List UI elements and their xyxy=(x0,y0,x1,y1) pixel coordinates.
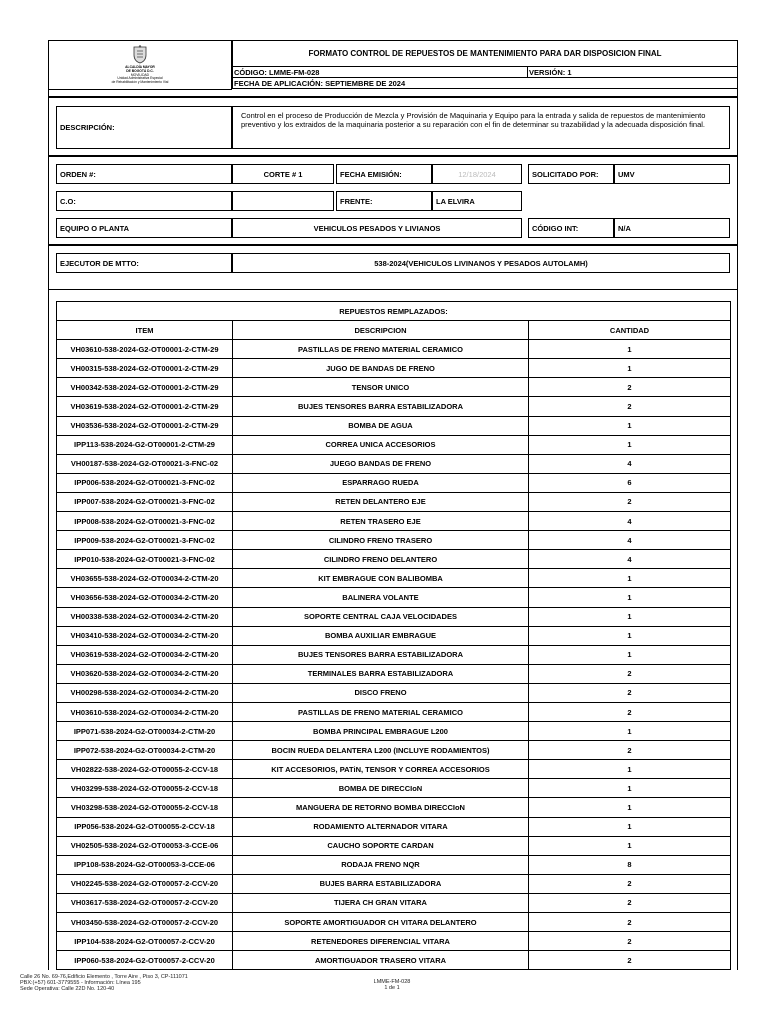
cantidad-cell: 1 xyxy=(529,340,731,359)
descripcion-cell: BOCIN RUEDA DELANTERA L200 (INCLUYE RODAMIENTOS) xyxy=(233,741,529,760)
descripcion-cell: BALINERA VOLANTE xyxy=(233,588,529,607)
section-divider xyxy=(48,96,738,98)
descripcion-cell: JUEGO BANDAS DE FRENO xyxy=(233,454,529,473)
solicitado-label: SOLICITADO POR: xyxy=(528,164,614,184)
descripcion-cell: RETEN TRASERO EJE xyxy=(233,512,529,531)
descripcion-cell: MANGUERA DE RETORNO BOMBA DIRECCIoN xyxy=(233,798,529,817)
item-cell: IPP071-538-2024-G2-OT00034-2-CTM-20 xyxy=(57,722,233,741)
codigo-int-value[interactable]: N/A xyxy=(614,218,730,238)
descripcion-cell: TIJERA CH GRAN VITARA xyxy=(233,893,529,912)
table-row xyxy=(57,550,731,569)
cantidad-cell: 2 xyxy=(529,397,731,416)
item-cell: IPP108-538-2024-G2-OT00053-3-CCE-06 xyxy=(57,855,233,874)
cantidad-cell: 4 xyxy=(529,531,731,550)
cantidad-cell: 1 xyxy=(529,760,731,779)
descripcion-cell: BUJES BARRA ESTABILIZADORA xyxy=(233,874,529,893)
cantidad-cell: 1 xyxy=(529,588,731,607)
table-row xyxy=(57,492,731,511)
item-cell: VH03620-538-2024-G2-OT00034-2-CTM-20 xyxy=(57,664,233,683)
item-cell: VH03536-538-2024-G2-OT00001-2-CTM-29 xyxy=(57,416,233,435)
logo-box xyxy=(48,40,232,90)
item-cell: VH00338-538-2024-G2-OT00034-2-CTM-20 xyxy=(57,607,233,626)
descripcion-cell: CILINDRO FRENO TRASERO xyxy=(233,531,529,550)
descripcion-cell: CILINDRO FRENO DELANTERO xyxy=(233,550,529,569)
version-field: VERSIÓN: 1 xyxy=(528,67,738,78)
descripcion-cell: AMORTIGUADOR TRASERO VITARA xyxy=(233,951,529,970)
fecha-aplicacion-field: FECHA DE APLICACIÓN: SEPTIEMBRE DE 2024 xyxy=(232,78,738,89)
ejecutor-value[interactable]: 538-2024(VEHICULOS LIVINANOS Y PESADOS AUTOLAMH) xyxy=(232,253,730,273)
item-cell: VH03299-538-2024-G2-OT00055-2-CCV-18 xyxy=(57,779,233,798)
ejecutor-label: EJECUTOR DE MTTO: xyxy=(56,253,232,273)
descripcion-cell: ESPARRAGO RUEDA xyxy=(233,473,529,492)
item-cell: IPP007-538-2024-G2-OT00021-3-FNC-02 xyxy=(57,492,233,511)
solicitado-value[interactable]: UMV xyxy=(614,164,730,184)
footer-address xyxy=(20,974,188,992)
orden-label: ORDEN #: xyxy=(56,164,232,184)
item-cell: VH03410-538-2024-G2-OT00034-2-CTM-20 xyxy=(57,626,233,645)
descripcion-text: Control en el proceso de Producción de Mezcla y Provisión de Maquinaria y Equipo para la entrada y salida de repuestos de mantenimiento preventivo y los extraidos de la maquinaria posterior a su reparación con el fin de determinar su trazabilidad y la adecuada disposición final. xyxy=(232,106,730,149)
item-cell: VH03617-538-2024-G2-OT00057-2-CCV-20 xyxy=(57,893,233,912)
table-row xyxy=(57,702,731,721)
table-row xyxy=(57,416,731,435)
logo-line-3: MOVILIDAD xyxy=(130,72,150,77)
table-row xyxy=(57,836,731,855)
cantidad-cell: 1 xyxy=(529,779,731,798)
cantidad-cell: 2 xyxy=(529,702,731,721)
logo-line-2: DE BOGOTÁ D.C. xyxy=(126,68,154,73)
item-cell: VH03298-538-2024-G2-OT00055-2-CCV-18 xyxy=(57,798,233,817)
item-cell: IPP056-538-2024-G2-OT00055-2-CCV-18 xyxy=(57,817,233,836)
item-cell: VH00187-538-2024-G2-OT00021-3-FNC-02 xyxy=(57,454,233,473)
descripcion-cell: BUJES TENSORES BARRA ESTABILIZADORA xyxy=(233,397,529,416)
item-cell: IPP113-538-2024-G2-OT00001-2-CTM-29 xyxy=(57,435,233,454)
item-cell: VH00342-538-2024-G2-OT00001-2-CTM-29 xyxy=(57,378,233,397)
cantidad-cell: 8 xyxy=(529,855,731,874)
table-row xyxy=(57,741,731,760)
cantidad-cell: 4 xyxy=(529,454,731,473)
codigo-field: CÓDIGO: LMME-FM-028 xyxy=(232,67,528,78)
table-row xyxy=(57,855,731,874)
table-row xyxy=(57,454,731,473)
table-row xyxy=(57,359,731,378)
cantidad-cell: 1 xyxy=(529,722,731,741)
footer-page-number: 1 de 1 xyxy=(384,985,400,991)
item-cell: IPP006-538-2024-G2-OT00021-3-FNC-02 xyxy=(57,473,233,492)
item-cell: IPP072-538-2024-G2-OT00034-2-CTM-20 xyxy=(57,741,233,760)
footer-code: LMME-FM-028 xyxy=(373,979,411,985)
logo-line-1: ALCALDÍA MAYOR xyxy=(125,65,155,69)
table-row xyxy=(57,798,731,817)
cantidad-cell: 1 xyxy=(529,435,731,454)
co-label: C.O: xyxy=(56,191,232,211)
descripcion-cell: RODAMIENTO ALTERNADOR VITARA xyxy=(233,817,529,836)
item-cell: IPP010-538-2024-G2-OT00021-3-FNC-02 xyxy=(57,550,233,569)
cantidad-cell: 2 xyxy=(529,932,731,951)
table-row xyxy=(57,779,731,798)
table-row xyxy=(57,817,731,836)
table-row xyxy=(57,874,731,893)
item-cell: VH03619-538-2024-G2-OT00001-2-CTM-29 xyxy=(57,397,233,416)
section-divider xyxy=(48,244,738,246)
corte-field: CORTE # 1 xyxy=(232,164,334,184)
footer-line: PBX:(+57) 601-3779555 - Información: Línea 195 xyxy=(20,980,141,986)
frente-value[interactable]: LA ELVIRA xyxy=(432,191,522,211)
descripcion-cell: JUGO DE BANDAS DE FRENO xyxy=(233,359,529,378)
descripcion-cell: SOPORTE CENTRAL CAJA VELOCIDADES xyxy=(233,607,529,626)
cantidad-cell: 2 xyxy=(529,664,731,683)
descripcion-cell: BOMBA DE AGUA xyxy=(233,416,529,435)
table-row xyxy=(57,932,731,951)
cantidad-cell: 1 xyxy=(529,416,731,435)
table-row xyxy=(57,722,731,741)
logo-line-4: Unidad Administrativa Especial xyxy=(117,76,163,81)
table-row xyxy=(57,512,731,531)
descripcion-cell: SOPORTE AMORTIGUADOR CH VITARA DELANTERO xyxy=(233,913,529,932)
item-cell: VH03610-538-2024-G2-OT00001-2-CTM-29 xyxy=(57,340,233,359)
descripcion-cell: CAUCHO SOPORTE CARDAN xyxy=(233,836,529,855)
descripcion-cell: BOMBA AUXILIAR EMBRAGUE xyxy=(233,626,529,645)
descripcion-cell: BOMBA DE DIRECCIoN xyxy=(233,779,529,798)
descripcion-cell: PASTILLAS DE FRENO MATERIAL CERAMICO xyxy=(233,340,529,359)
cantidad-cell: 6 xyxy=(529,473,731,492)
cantidad-cell: 2 xyxy=(529,492,731,511)
cantidad-cell: 2 xyxy=(529,683,731,702)
table-title: REPUESTOS REMPLAZADOS: xyxy=(57,302,731,321)
cantidad-cell: 4 xyxy=(529,512,731,531)
item-cell: VH02505-538-2024-G2-OT00053-3-CCE-06 xyxy=(57,836,233,855)
item-cell: IPP008-538-2024-G2-OT00021-3-FNC-02 xyxy=(57,512,233,531)
footer-line: Calle 26 No. 69-76,Edificio Elemento , Torre Aire , Piso 3, CP-111071 xyxy=(20,974,188,980)
cantidad-cell: 1 xyxy=(529,798,731,817)
cantidad-cell: 2 xyxy=(529,378,731,397)
item-cell: VH03610-538-2024-G2-OT00034-2-CTM-20 xyxy=(57,702,233,721)
descripcion-cell: TERMINALES BARRA ESTABILIZADORA xyxy=(233,664,529,683)
descripcion-cell: DISCO FRENO xyxy=(233,683,529,702)
descripcion-cell: RETENEDORES DIFERENCIAL VITARA xyxy=(233,932,529,951)
table-row xyxy=(57,397,731,416)
item-cell: IPP060-538-2024-G2-OT00057-2-CCV-20 xyxy=(57,951,233,970)
equipo-label: EQUIPO O PLANTA xyxy=(56,218,232,238)
column-header-descripcion: DESCRIPCION xyxy=(233,321,529,340)
item-cell: VH03450-538-2024-G2-OT00057-2-CCV-20 xyxy=(57,913,233,932)
cantidad-cell: 2 xyxy=(529,913,731,932)
coat-of-arms-icon xyxy=(130,45,150,65)
fecha-emision-value[interactable]: 12/18/2024 xyxy=(432,164,522,184)
table-row xyxy=(57,683,731,702)
column-header-cantidad: CANTIDAD xyxy=(529,321,731,340)
item-cell: VH03619-538-2024-G2-OT00034-2-CTM-20 xyxy=(57,645,233,664)
table-row xyxy=(57,473,731,492)
item-cell: VH02245-538-2024-G2-OT00057-2-CCV-20 xyxy=(57,874,233,893)
cantidad-cell: 1 xyxy=(529,569,731,588)
descripcion-cell: KIT EMBRAGUE CON BALIBOMBA xyxy=(233,569,529,588)
equipo-value[interactable]: VEHICULOS PESADOS Y LIVIANOS xyxy=(232,218,522,238)
table-row xyxy=(57,569,731,588)
item-cell: VH02822-538-2024-G2-OT00055-2-CCV-18 xyxy=(57,760,233,779)
cantidad-cell: 2 xyxy=(529,741,731,760)
section-divider xyxy=(48,155,738,157)
cantidad-cell: 1 xyxy=(529,607,731,626)
table-row xyxy=(57,664,731,683)
section-divider xyxy=(48,289,738,290)
column-header-item: ITEM xyxy=(57,321,233,340)
table-body xyxy=(57,340,731,970)
table-row xyxy=(57,626,731,645)
cantidad-cell: 1 xyxy=(529,817,731,836)
item-cell: VH00315-538-2024-G2-OT00001-2-CTM-29 xyxy=(57,359,233,378)
descripcion-cell: TENSOR UNICO xyxy=(233,378,529,397)
table-row xyxy=(57,340,731,359)
table-row xyxy=(57,760,731,779)
descripcion-cell: PASTILLAS DE FRENO MATERIAL CERAMICO xyxy=(233,702,529,721)
repuestos-table xyxy=(56,301,731,970)
table-row xyxy=(57,531,731,550)
cantidad-cell: 1 xyxy=(529,359,731,378)
document-title: FORMATO CONTROL DE REPUESTOS DE MANTENIMIENTO PARA DAR DISPOSICION FINAL xyxy=(232,40,738,67)
table-row xyxy=(57,435,731,454)
table-row xyxy=(57,588,731,607)
item-cell: VH00298-538-2024-G2-OT00034-2-CTM-20 xyxy=(57,683,233,702)
footer-line: Sede Operativa: Calle 22D No. 120-40 xyxy=(20,986,115,992)
codigo-int-label: CÓDIGO INT: xyxy=(528,218,614,238)
table-row xyxy=(57,645,731,664)
cantidad-cell: 1 xyxy=(529,645,731,664)
descripcion-cell: KIT ACCESORIOS, PATiN, TENSOR Y CORREA ACCESORIOS xyxy=(233,760,529,779)
descripcion-cell: RETEN DELANTERO EJE xyxy=(233,492,529,511)
item-cell: IPP104-538-2024-G2-OT00057-2-CCV-20 xyxy=(57,932,233,951)
item-cell: IPP009-538-2024-G2-OT00021-3-FNC-02 xyxy=(57,531,233,550)
item-cell: VH03655-538-2024-G2-OT00034-2-CTM-20 xyxy=(57,569,233,588)
table-row xyxy=(57,607,731,626)
descripcion-label: DESCRIPCIÓN: xyxy=(56,106,232,149)
table-row xyxy=(57,951,731,970)
descripcion-cell: RODAJA FRENO NQR xyxy=(233,855,529,874)
descripcion-cell: BOMBA PRINCIPAL EMBRAGUE L200 xyxy=(233,722,529,741)
item-cell: VH03656-538-2024-G2-OT00034-2-CTM-20 xyxy=(57,588,233,607)
frente-label: FRENTE: xyxy=(336,191,432,211)
footer-page-info xyxy=(362,979,422,991)
cantidad-cell: 2 xyxy=(529,951,731,970)
logo-line-5: de Rehabilitación y Mantenimiento Vial xyxy=(111,80,169,85)
co-value[interactable] xyxy=(232,191,334,211)
cantidad-cell: 1 xyxy=(529,626,731,645)
cantidad-cell: 2 xyxy=(529,893,731,912)
table-row xyxy=(57,893,731,912)
cantidad-cell: 4 xyxy=(529,550,731,569)
descripcion-cell: CORREA UNICA ACCESORIOS xyxy=(233,435,529,454)
table-row xyxy=(57,378,731,397)
cantidad-cell: 1 xyxy=(529,836,731,855)
table-row xyxy=(57,913,731,932)
cantidad-cell: 2 xyxy=(529,874,731,893)
descripcion-cell: BUJES TENSORES BARRA ESTABILIZADORA xyxy=(233,645,529,664)
fecha-emision-label: FECHA EMISIÓN: xyxy=(336,164,432,184)
